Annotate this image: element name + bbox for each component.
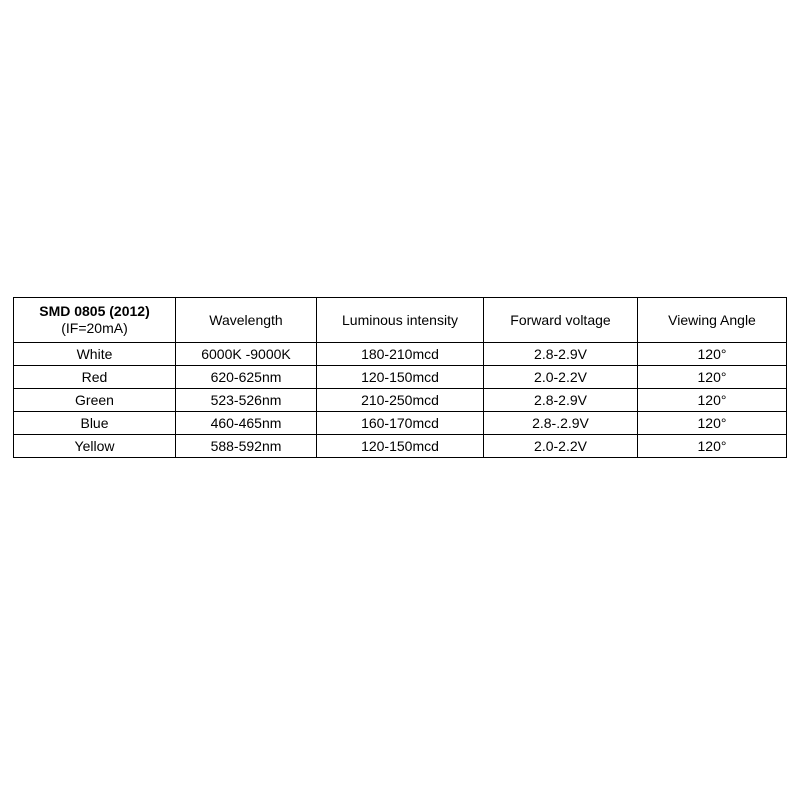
- table-row: [14, 366, 787, 389]
- luminous-intensity-cell: 120-150mcd: [317, 366, 484, 389]
- table-row: [14, 435, 787, 458]
- forward-voltage-cell: 2.0-2.2V: [484, 435, 638, 458]
- luminous-intensity-cell: 160-170mcd: [317, 412, 484, 435]
- model-name: SMD 0805 (2012): [39, 303, 150, 319]
- luminous-intensity-cell: 120-150mcd: [317, 435, 484, 458]
- viewing-angle-cell: 120°: [638, 412, 787, 435]
- luminous-intensity-cell: 180-210mcd: [317, 343, 484, 366]
- wavelength-cell: 460-465nm: [176, 412, 317, 435]
- header-viewing-angle: Viewing Angle: [638, 298, 787, 343]
- color-cell: Yellow: [14, 435, 176, 458]
- color-cell: White: [14, 343, 176, 366]
- forward-voltage-cell: 2.8-.2.9V: [484, 412, 638, 435]
- table-row: [14, 412, 787, 435]
- header-forward-voltage: Forward voltage: [484, 298, 638, 343]
- wavelength-cell: 588-592nm: [176, 435, 317, 458]
- header-wavelength: Wavelength: [176, 298, 317, 343]
- color-cell: Blue: [14, 412, 176, 435]
- table-header-row: [14, 298, 787, 343]
- header-model-cell: [14, 298, 176, 343]
- forward-voltage-cell: 2.8-2.9V: [484, 343, 638, 366]
- wavelength-cell: 620-625nm: [176, 366, 317, 389]
- color-cell: Red: [14, 366, 176, 389]
- wavelength-cell: 523-526nm: [176, 389, 317, 412]
- luminous-intensity-cell: 210-250mcd: [317, 389, 484, 412]
- table-row: [14, 343, 787, 366]
- viewing-angle-cell: 120°: [638, 343, 787, 366]
- color-cell: Green: [14, 389, 176, 412]
- test-condition: (IF=20mA): [61, 320, 128, 336]
- forward-voltage-cell: 2.8-2.9V: [484, 389, 638, 412]
- led-spec-table: [13, 297, 787, 458]
- forward-voltage-cell: 2.0-2.2V: [484, 366, 638, 389]
- header-luminous-intensity: Luminous intensity: [317, 298, 484, 343]
- wavelength-cell: 6000K -9000K: [176, 343, 317, 366]
- viewing-angle-cell: 120°: [638, 389, 787, 412]
- viewing-angle-cell: 120°: [638, 435, 787, 458]
- table-row: [14, 389, 787, 412]
- viewing-angle-cell: 120°: [638, 366, 787, 389]
